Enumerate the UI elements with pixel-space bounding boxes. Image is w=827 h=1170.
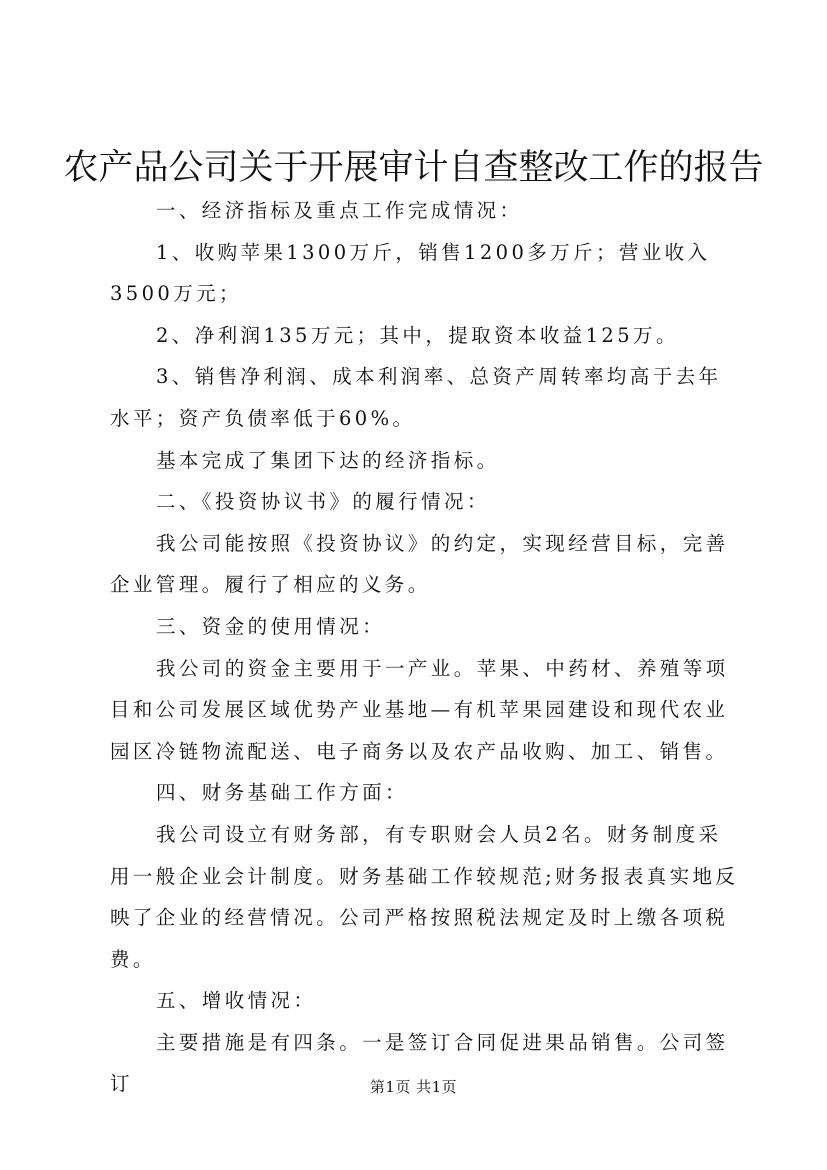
paragraph-summary: 基本完成了集团下达的经济指标。 bbox=[156, 448, 500, 472]
paragraph-income: 主要措施是有四条。一是签订合同促进果品销售。公司签订 bbox=[110, 1030, 729, 1096]
section-heading-2: 二、《投资协议书》的履行情况： bbox=[156, 490, 490, 514]
section-heading-1: 一、经济指标及重点工作完成情况： bbox=[156, 199, 523, 222]
paragraph-finance: 我公司设立有财务部，有专职财会人员2名。财务制度采用一般企业会计制度。财务基础工作较规范;财务报表真实地反映了企业的经营情况。公司严格按照税法规定及时上缴各项税费。 bbox=[110, 822, 739, 971]
paragraph-agreement: 我公司能按照《投资协议》的约定，实现经营目标，完善企业管理。履行了相应的义务。 bbox=[110, 531, 729, 597]
section-heading-5: 五、增收情况： bbox=[156, 989, 317, 1013]
document-body bbox=[110, 190, 742, 1105]
document-title: 农产品公司关于开展审计自查整改工作的报告 bbox=[63, 148, 764, 188]
paragraph-item-2: 2、净利润135万元；其中，提取资本收益125万。 bbox=[156, 323, 679, 347]
paragraph-funds: 我公司的资金主要用于一产业。苹果、中药材、养殖等项目和公司发展区域优势产业基地—有机苹果园建设和现代农业园区冷链物流配送、电子商务以及农产品收购、加工、销售。 bbox=[110, 656, 729, 763]
page-footer: 第1页 共1页 bbox=[369, 1078, 458, 1096]
paragraph-item-3: 3、销售净利润、成本利润率、总资产周转率均高于去年水平；资产负债率低于60%。 bbox=[110, 365, 722, 430]
paragraph-item-1: 1、收购苹果1300万斤，销售1200多万斤；营业收入3500万元； bbox=[110, 240, 711, 306]
section-heading-4: 四、财务基础工作方面： bbox=[156, 781, 408, 805]
section-heading-3: 三、资金的使用情况： bbox=[156, 614, 386, 638]
